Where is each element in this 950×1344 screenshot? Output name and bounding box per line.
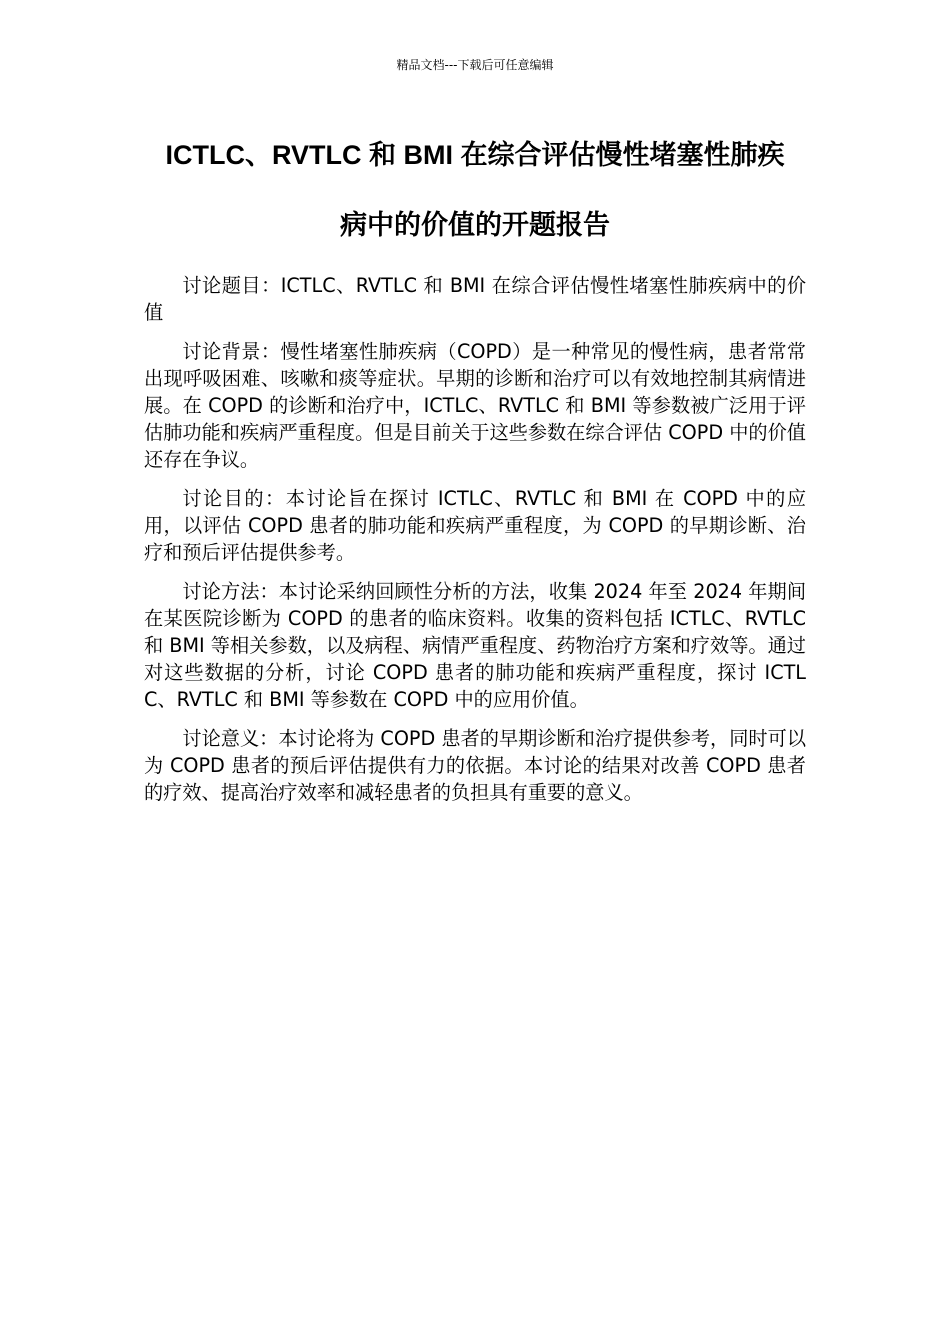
section-label: 讨论方法： [182,580,279,603]
section-significance [144,725,806,806]
title-line-1: ICTLC、RVTLC 和 BMI 在综合评估慢性堵塞性肺疾 [165,140,785,170]
section-label: 讨论目的： [182,487,286,510]
section-background [144,338,806,473]
section-text: ICTLC、RVTLC 和 BMI 在综合评估慢性堵塞性肺疾病中的价值 [144,274,806,324]
section-label: 讨论题目： [182,274,281,297]
section-text: 本讨论采纳回顾性分析的方法，收集 2024 年至 2024 年期间在某医院诊断为 COPD 的患者的临床资料。收集的资料包括 ICTLC、RVTLC 和 BMI 等相关参数，以及病程、病情严重程度、药物治疗方案和疗效等。通过对这些数据的分析，讨论 COPD 患者的肺功能和疾病严重程度，探讨 ICTLC、RVTLC 和 BMI 等参数在 COPD 中的应用价值。 [144,580,807,711]
section-text: 本讨论将为 COPD 患者的早期诊断和治疗提供参考，同时可以为 COPD 患者的预后评估提供有力的依据。本讨论的结果对改善 COPD 患者的疗效、提高治疗效率和减轻患者的负担具有重要的意义。 [144,727,807,804]
section-label: 讨论背景： [182,340,281,363]
section-text: 本讨论旨在探讨 ICTLC、RVTLC 和 BMI 在 COPD 中的应用，以评估 COPD 患者的肺功能和疾病严重程度，为 COPD 的早期诊断、治疗和预后评估提供参考。 [144,487,807,564]
section-objective [144,485,806,566]
section-topic [144,272,806,326]
section-label: 讨论意义： [182,727,279,750]
section-text: 慢性堵塞性肺疾病（COPD）是一种常见的慢性病，患者常常出现呼吸困难、咳嗽和痰等症状。早期的诊断和治疗可以有效地控制其病情进展。在 COPD 的诊断和治疗中，ICTLC、RVTLC 和 BMI 等参数被广泛用于评估肺功能和疾病严重程度。但是目前关于这些参数在综合评估 COPD 中的价值还存在争议。 [144,340,806,471]
document-body [144,272,806,818]
header-note: 精品文档---下载后可任意编辑 [396,58,554,72]
section-method [144,578,806,713]
title-line-2: 病中的价值的开题报告 [340,210,610,240]
document-title [130,132,820,272]
